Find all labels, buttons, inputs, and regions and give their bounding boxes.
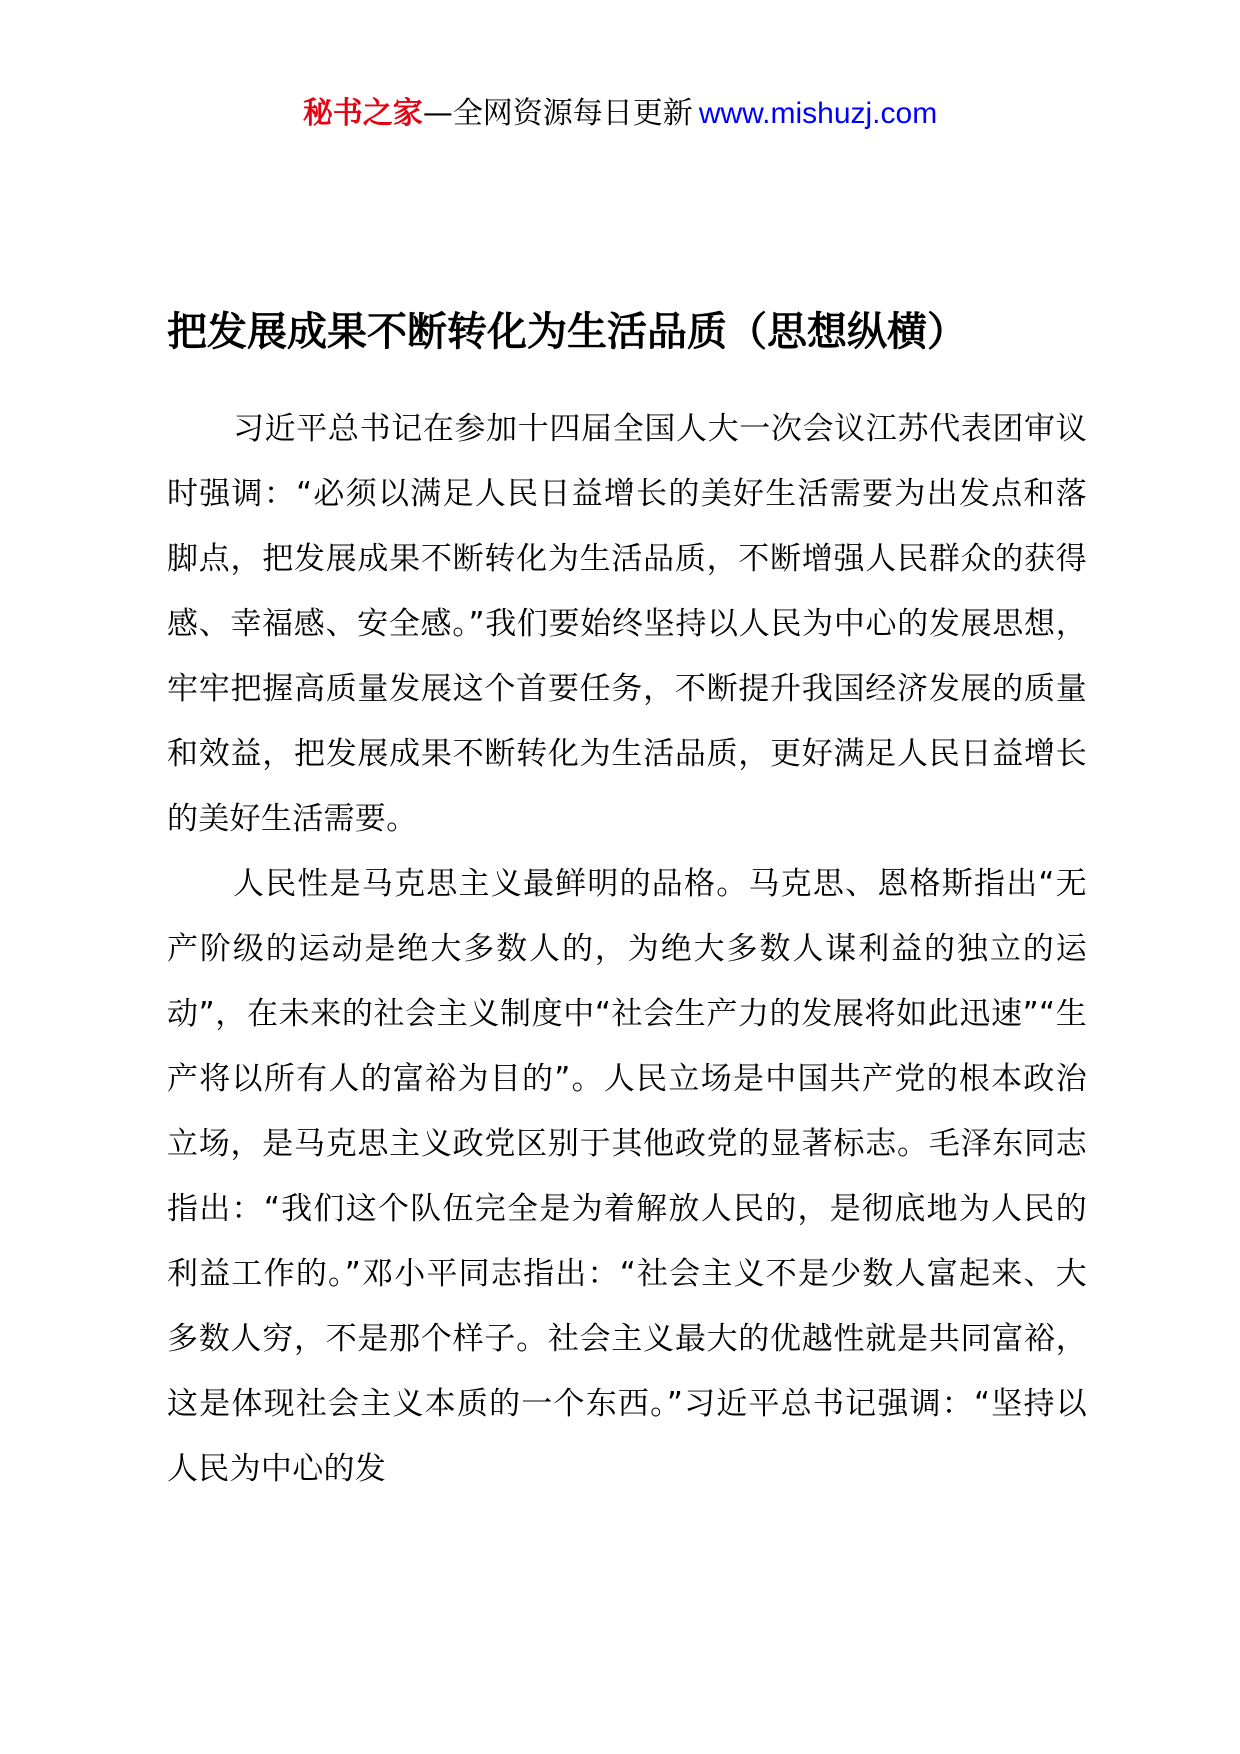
- article-title: 把发展成果不断转化为生活品质（思想纵横）: [167, 309, 967, 355]
- article-body: [167, 397, 1087, 1502]
- site-header: [0, 94, 1240, 134]
- paragraph-1: 习近平总书记在参加十四届全国人大一次会议江苏代表团审议时强调：“必须以满足人民日益增长的美好生活需要为出发点和落脚点，把发展成果不断转化为生活品质，不断增强人民群众的获得感、幸福感、安全感。”我们要始终坚持以人民为中心的发展思想，牢牢把握高质量发展这个首要任务，不断提升我国经济发展的质量和效益，把发展成果不断转化为生活品质，更好满足人民日益增长的美好生活需要。: [167, 411, 1087, 837]
- site-brand: 秘书之家: [302, 96, 423, 131]
- paragraph-2: 人民性是马克思主义最鲜明的品格。马克思、恩格斯指出“无产阶级的运动是绝大多数人的，为绝大多数人谋利益的独立的运动”，在未来的社会主义制度中“社会生产力的发展将如此迅速”“生产将以所有人的富裕为目的”。人民立场是中国共产党的根本政治立场，是马克思主义政党区别于其他政党的显著标志。毛泽东同志指出：“我们这个队伍完全是为着解放人民的，是彻底地为人民的利益工作的。”邓小平同志指出：“社会主义不是少数人富起来、大多数人穷，不是那个样子。社会主义最大的优越性就是共同富裕，这是体现社会主义本质的一个东西。”习近平总书记强调：“坚持以人民为中心的发: [167, 866, 1087, 1487]
- site-tagline: —全网资源每日更新: [422, 96, 693, 131]
- site-url-link[interactable]: www.mishuzj.com: [698, 97, 938, 130]
